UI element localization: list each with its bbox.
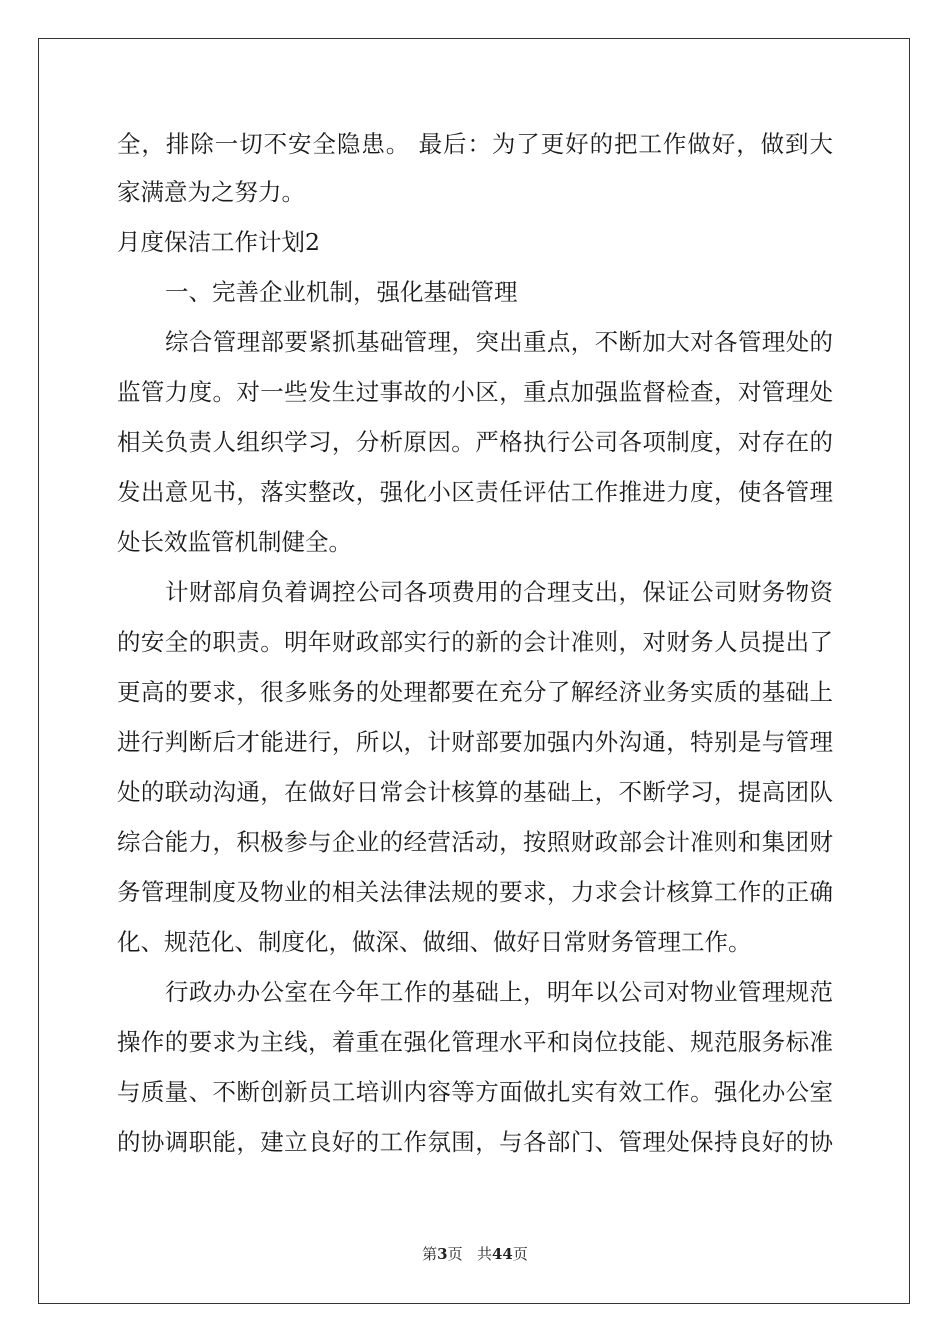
text-line: 监管力度。对一些发生过事故的小区，重点加强监督检查，对管理处: [117, 378, 833, 406]
text-line: 处的联动沟通，在做好日常会计核算的基础上，不断学习，提高团队: [117, 778, 833, 806]
text-line: 进行判断后才能进行，所以，计财部要加强内外沟通，特别是与管理: [117, 728, 833, 756]
text-line: 综合能力，积极参与企业的经营活动，按照财政部会计准则和集团财: [117, 828, 833, 856]
section-title: 月度保洁工作计划2: [117, 228, 320, 256]
text-line: 务管理制度及物业的相关法律法规的要求，力求会计核算工作的正确: [117, 878, 833, 906]
page-footer: [0, 1244, 950, 1264]
text-line: 与质量、不断创新员工培训内容等方面做扎实有效工作。强化办公室: [117, 1078, 833, 1106]
text-line: 操作的要求为主线，着重在强化管理水平和岗位技能、规范服务标准: [117, 1028, 833, 1056]
text-line: 全，排除一切不安全隐患。 最后：为了更好的把工作做好，做到大: [117, 130, 833, 158]
text-line: 家满意为之努力。: [117, 178, 305, 206]
text-line: 行政办办公室在今年工作的基础上，明年以公司对物业管理规范: [165, 978, 833, 1006]
total-pages: 44: [491, 1245, 513, 1263]
total-suffix: 页: [512, 1245, 528, 1263]
page-prefix: 第: [422, 1245, 438, 1263]
total-prefix: 共: [476, 1245, 492, 1263]
page-suffix: 页: [447, 1245, 463, 1263]
text-line: 处长效监管机制健全。: [117, 528, 352, 556]
text-line: 化、规范化、制度化，做深、做细、做好日常财务管理工作。: [117, 928, 752, 956]
section-heading: 一、完善企业机制，强化基础管理: [165, 278, 518, 306]
text-line: 相关负责人组织学习，分析原因。严格执行公司各项制度，对存在的: [117, 428, 833, 456]
text-line: 更高的要求，很多账务的处理都要在充分了解经济业务实质的基础上: [117, 678, 833, 706]
text-line: 计财部肩负着调控公司各项费用的合理支出，保证公司财务物资: [165, 578, 833, 606]
page-number: 3: [437, 1245, 448, 1263]
text-line: 的协调职能，建立良好的工作氛围，与各部门、管理处保持良好的协: [117, 1128, 833, 1156]
text-line: 的安全的职责。明年财政部实行的新的会计准则，对财务人员提出了: [117, 628, 833, 656]
text-line: 发出意见书，落实整改，强化小区责任评估工作推进力度，使各管理: [117, 478, 833, 506]
text-line: 综合管理部要紧抓基础管理，突出重点，不断加大对各管理处的: [165, 328, 833, 356]
